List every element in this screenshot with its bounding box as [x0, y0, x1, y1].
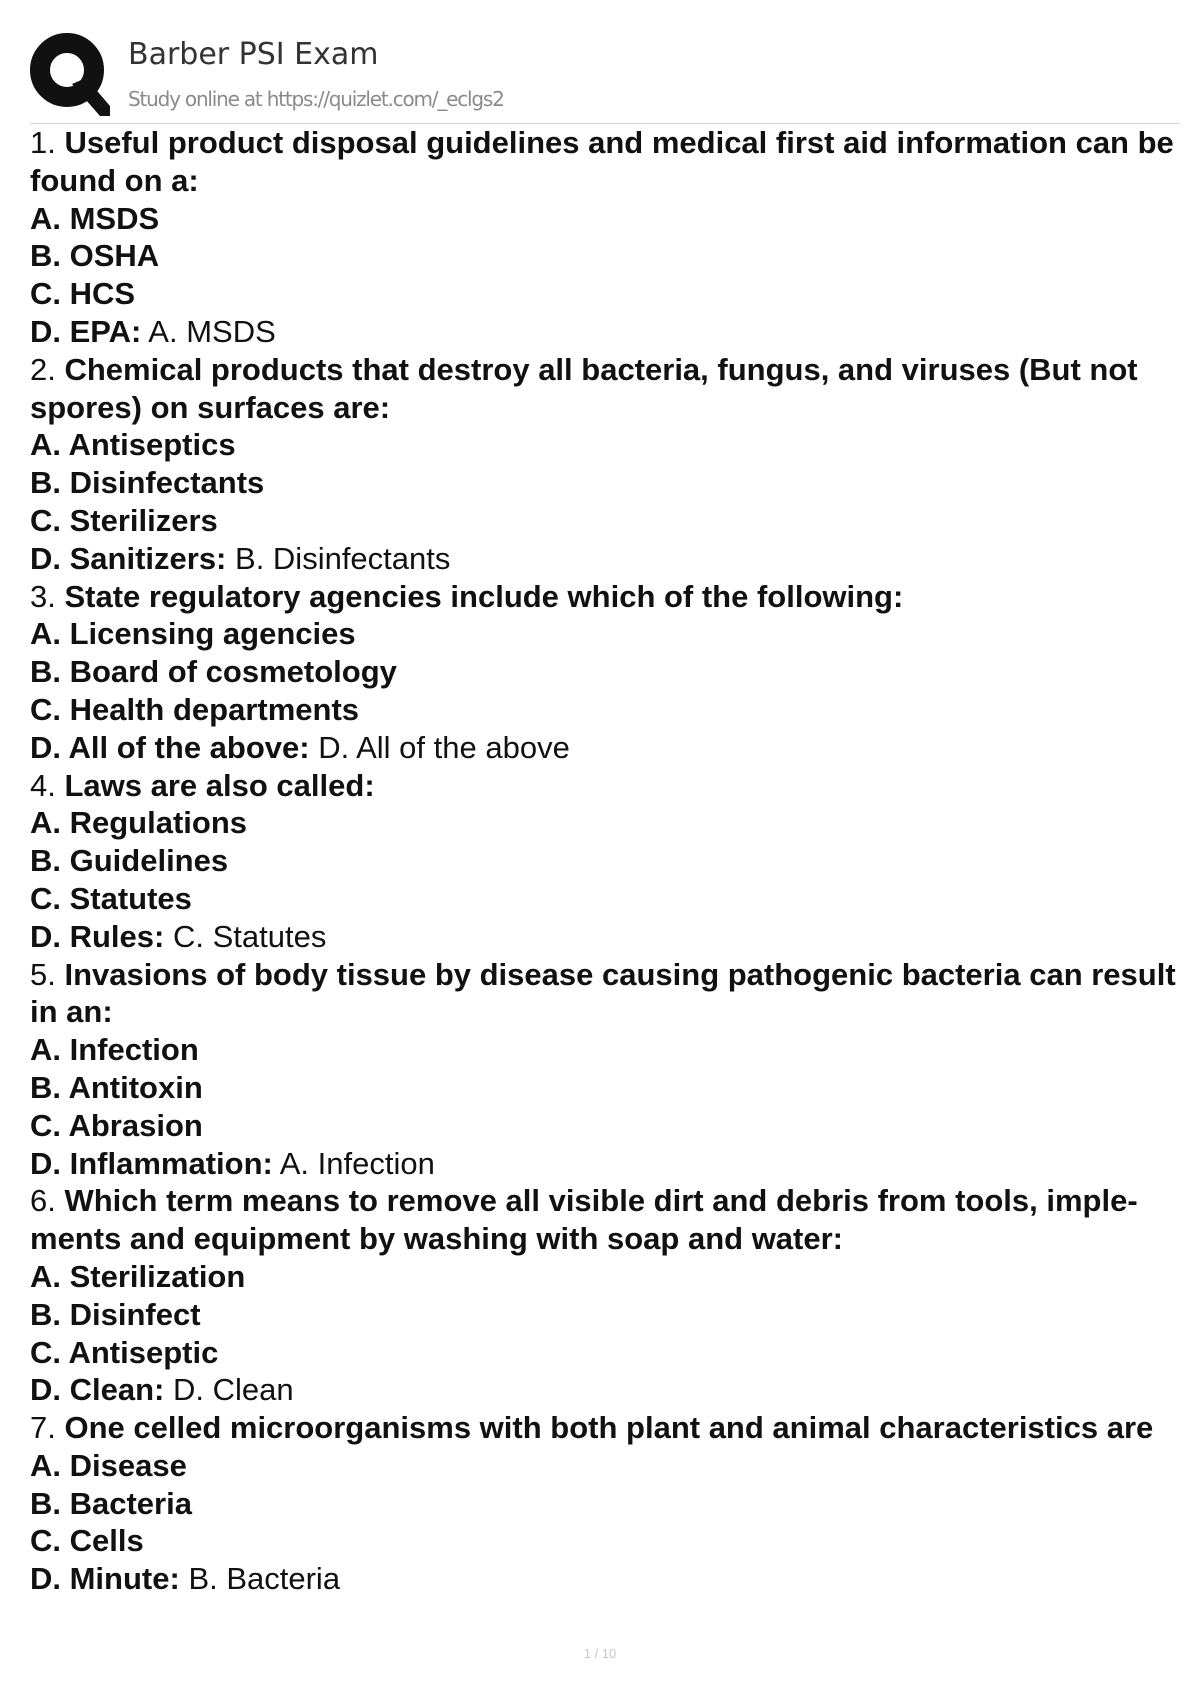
question-number: 5.: [30, 956, 56, 992]
answer-option: B. Disinfect: [30, 1296, 201, 1332]
question-block: [30, 124, 1180, 351]
correct-answer: A. Infection: [279, 1145, 435, 1181]
correct-answer: A. MSDS: [148, 313, 276, 349]
page-number: 1 / 10: [583, 1646, 617, 1661]
question-text: [30, 124, 1180, 200]
answer-option: B. Antitoxin: [30, 1069, 203, 1105]
question-text: [30, 1409, 1180, 1447]
answer-option: C. Sterilizers: [30, 502, 218, 538]
question-prompt: One celled microorganisms with both plant and animal characteristics are: [64, 1410, 1154, 1446]
question-number: 7.: [30, 1410, 56, 1446]
answer-option: D. All of the above:: [30, 729, 310, 765]
answer-line: [30, 313, 1180, 351]
answer-line: [30, 1145, 1180, 1183]
answer-option: C. Health departments: [30, 691, 360, 727]
answer-line: [30, 729, 1180, 767]
question-block: [30, 956, 1180, 1183]
answer-option: D. EPA:: [30, 313, 142, 349]
question-block: [30, 351, 1180, 578]
answer-option: B. Guidelines: [30, 843, 229, 879]
question-number: 1.: [30, 125, 56, 160]
question-text: [30, 351, 1180, 427]
correct-answer: B. Bacteria: [188, 1561, 341, 1597]
answer-option: B. OSHA: [30, 238, 160, 274]
answer-option: B. Board of cosmetology: [30, 654, 397, 690]
answer-option: C. Cells: [30, 1523, 144, 1559]
question-list: [30, 124, 1180, 1598]
document-header: [30, 32, 1180, 124]
question-block: [30, 767, 1180, 956]
question-block: [30, 1409, 1180, 1598]
answer-option: A. MSDS: [30, 200, 160, 236]
answer-line: [30, 1371, 1180, 1409]
answer-line: [30, 540, 1180, 578]
study-online-link[interactable]: Study online at https://quizlet.com/_eclgs2: [128, 87, 504, 111]
question-number: 6.: [30, 1183, 56, 1219]
question-number: 2.: [30, 351, 56, 387]
question-block: [30, 578, 1180, 767]
question-number: 3.: [30, 578, 56, 614]
question-prompt: State regulatory agencies include which of the following:: [64, 578, 904, 614]
question-text: [30, 1182, 1180, 1258]
answer-option: D. Rules:: [30, 918, 165, 954]
answer-option: B. Bacteria: [30, 1485, 192, 1521]
answer-option: C. Antiseptic: [30, 1334, 219, 1370]
answer-option: A. Disease: [30, 1447, 187, 1483]
question-prompt: Useful product disposal guidelines and medical first aid information can be found on a:: [30, 125, 1174, 198]
question-prompt: Which term means to remove all visible dirt and debris from tools, imple- ments and equipment by washing with soap and water:: [30, 1183, 1138, 1257]
answer-option: B. Disinfectants: [30, 465, 265, 501]
answer-option: D. Sanitizers:: [30, 540, 227, 576]
answer-option: A. Licensing agencies: [30, 616, 356, 652]
answer-option: A. Antiseptics: [30, 427, 236, 463]
question-number: 4.: [30, 767, 56, 803]
question-prompt: Chemical products that destroy all bacteria, fungus, and viruses (But not spores) on surfaces are:: [30, 351, 1138, 425]
answer-option: C. Abrasion: [30, 1107, 203, 1143]
question-prompt: Invasions of body tissue by disease causing pathogenic bacteria can result in an:: [30, 956, 1176, 1030]
question-text: [30, 767, 1180, 805]
correct-answer: C. Statutes: [172, 918, 327, 954]
answer-line: [30, 1560, 1180, 1598]
answer-option: A. Regulations: [30, 805, 248, 841]
document-title: Barber PSI Exam: [128, 37, 379, 72]
question-prompt: Laws are also called:: [64, 767, 375, 803]
answer-option: D. Clean:: [30, 1372, 165, 1408]
question-text: [30, 956, 1180, 1032]
answer-option: D. Inflammation:: [30, 1145, 273, 1181]
answer-line: [30, 918, 1180, 956]
question-block: [30, 1182, 1180, 1409]
answer-option: C. Statutes: [30, 880, 192, 916]
correct-answer: D. Clean: [172, 1372, 294, 1408]
answer-option: A. Infection: [30, 1032, 199, 1068]
answer-option: C. HCS: [30, 276, 136, 312]
answer-option: A. Sterilization: [30, 1258, 246, 1294]
correct-answer: B. Disinfectants: [235, 540, 451, 576]
question-text: [30, 578, 1180, 616]
quizlet-q-logo-icon: [30, 32, 110, 120]
correct-answer: D. All of the above: [318, 729, 570, 765]
answer-option: D. Minute:: [30, 1561, 180, 1597]
